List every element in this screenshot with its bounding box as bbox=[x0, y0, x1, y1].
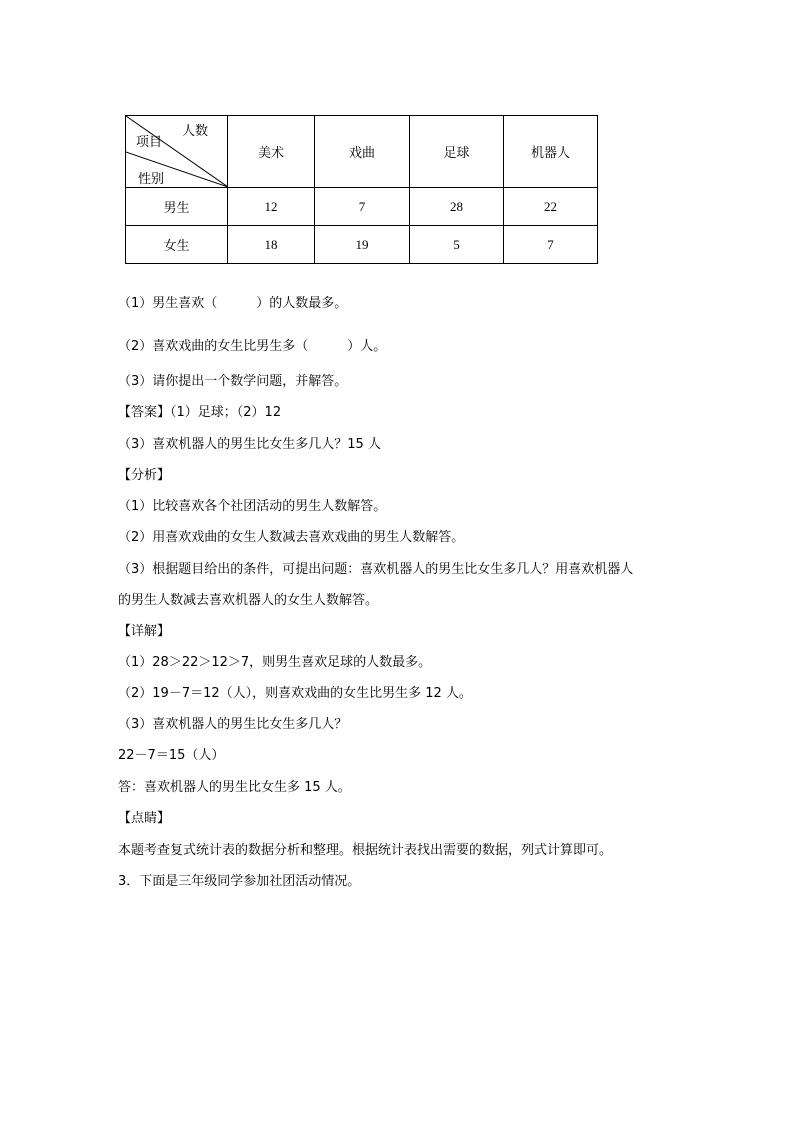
table-cell: 7 bbox=[504, 226, 598, 264]
stats-table bbox=[125, 115, 598, 264]
corner-header-cell bbox=[126, 116, 228, 188]
column-header: 足球 bbox=[410, 116, 504, 188]
detail-line: （3）喜欢机器人的男生比女生多几人？ bbox=[118, 717, 348, 732]
table-row bbox=[126, 188, 598, 226]
table-header-row bbox=[126, 116, 598, 188]
analysis-paragraph: （3）根据题目给出的条件，可提出问题：喜欢机器人的男生比女生多几人？用喜欢机器人 bbox=[118, 562, 634, 577]
comment-text: 本题考查复式统计表的数据分析和整理。根据统计表找出需要的数据，列式计算即可。 bbox=[118, 843, 613, 858]
question-2: （2）喜欢戏曲的女生比男生多（ ）人。 bbox=[118, 339, 387, 354]
table-cell: 7 bbox=[315, 188, 410, 226]
detail-line: 22－7＝15（人） bbox=[118, 748, 225, 763]
analysis-paragraph: （1）比较喜欢各个社团活动的男生人数解答。 bbox=[118, 499, 387, 514]
row-label: 男生 bbox=[126, 188, 228, 226]
answer-line-2: （3）喜欢机器人的男生比女生多几人？15 人 bbox=[118, 437, 381, 452]
detail-heading: 【详解】 bbox=[118, 624, 171, 639]
answer-heading: 【答案】 bbox=[118, 405, 171, 420]
question-3: （3）请你提出一个数学问题，并解答。 bbox=[118, 374, 348, 389]
corner-label-count: 人数 bbox=[182, 124, 209, 139]
column-header: 机器人 bbox=[504, 116, 598, 188]
answer-text: （1）足球；（2）12 bbox=[170, 405, 282, 420]
table-cell: 19 bbox=[315, 226, 410, 264]
next-question: 3．下面是三年级同学参加社团活动情况。 bbox=[118, 874, 361, 889]
analysis-paragraph: 的男生人数减去喜欢机器人的女生人数解答。 bbox=[118, 593, 379, 608]
table-cell: 28 bbox=[410, 188, 504, 226]
table-cell: 18 bbox=[228, 226, 315, 264]
corner-label-gender: 性别 bbox=[138, 172, 165, 187]
table-row bbox=[126, 226, 598, 264]
detail-line: （2）19－7＝12（人），则喜欢戏曲的女生比男生多 12 人。 bbox=[118, 686, 472, 701]
comment-heading: 【点睛】 bbox=[118, 811, 171, 826]
column-header: 美术 bbox=[228, 116, 315, 188]
column-header: 戏曲 bbox=[315, 116, 410, 188]
analysis-paragraph: （2）用喜欢戏曲的女生人数减去喜欢戏曲的男生人数解答。 bbox=[118, 530, 465, 545]
row-label: 女生 bbox=[126, 226, 228, 264]
corner-label-item: 项目 bbox=[136, 135, 163, 150]
table-cell: 5 bbox=[410, 226, 504, 264]
analysis-heading: 【分析】 bbox=[118, 468, 171, 483]
detail-line: （1）28＞22＞12＞7，则男生喜欢足球的人数最多。 bbox=[118, 655, 432, 670]
table-cell: 12 bbox=[228, 188, 315, 226]
detail-line: 答：喜欢机器人的男生比女生多 15 人。 bbox=[118, 780, 351, 795]
question-1: （1）男生喜欢（ ）的人数最多。 bbox=[118, 296, 348, 311]
answer-line-1 bbox=[118, 404, 281, 422]
table-cell: 22 bbox=[504, 188, 598, 226]
